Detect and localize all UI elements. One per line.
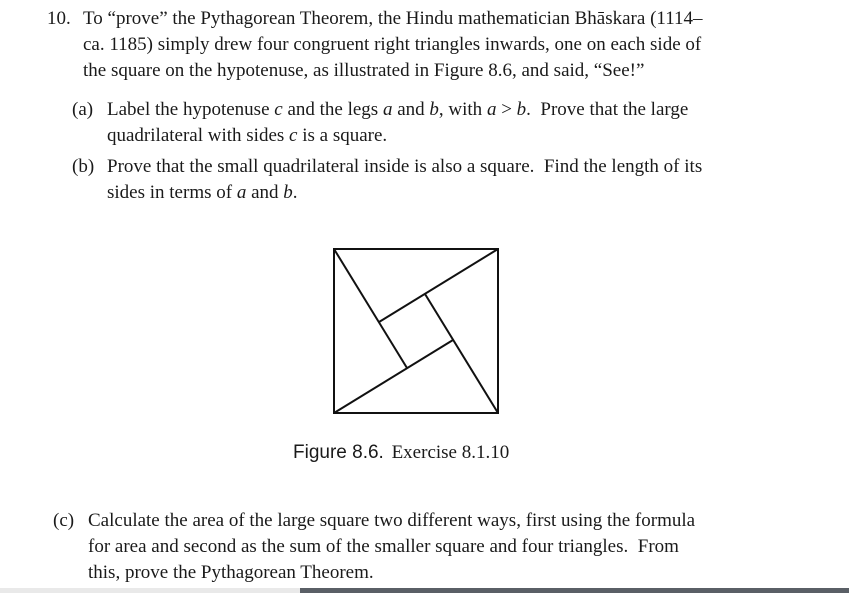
part-a-line: Label the hypotenuse c and the legs a and b, with a > b. Prove that the large [107, 99, 689, 120]
triangle-line-3 [425, 294, 498, 413]
part-c-text [88, 508, 695, 586]
problem-line: ca. 1185) simply drew four congruent right triangles inwards, one on each side of [83, 34, 702, 55]
figure-caption-label: Figure 8.6. [293, 442, 384, 463]
problem-line: the square on the hypotenuse, as illustrated in Figure 8.6, and said, “See!” [83, 60, 645, 81]
triangle-line-1 [334, 249, 407, 368]
part-b-label: (b) [72, 156, 95, 177]
figure-caption-text: Exercise 8.1.10 [391, 442, 510, 463]
part-c-line: Calculate the area of the large square two different ways, first using the formula [88, 510, 696, 531]
part-c-label: (c) [53, 510, 75, 531]
problem-line: To “prove” the Pythagorean Theorem, the Hindu mathematician Bhāskara (1114– [83, 8, 703, 29]
problem-number: 10. [47, 8, 71, 29]
part-a-label: (a) [72, 99, 94, 120]
part-c-line: for area and second as the sum of the smaller square and four triangles. From [88, 536, 679, 557]
triangle-line-2 [379, 249, 498, 322]
part-b-line: Prove that the small quadrilateral inside is also a square. Find the length of its [107, 156, 703, 177]
triangle-line-4 [334, 340, 453, 413]
outer-square [334, 249, 498, 413]
bottom-bar [0, 588, 849, 593]
figure-caption [293, 440, 509, 466]
part-a-line: quadrilateral with sides c is a square. [107, 125, 388, 146]
part-c-line: this, prove the Pythagorean Theorem. [88, 562, 374, 583]
part-b-line: sides in terms of a and b. [107, 182, 298, 203]
